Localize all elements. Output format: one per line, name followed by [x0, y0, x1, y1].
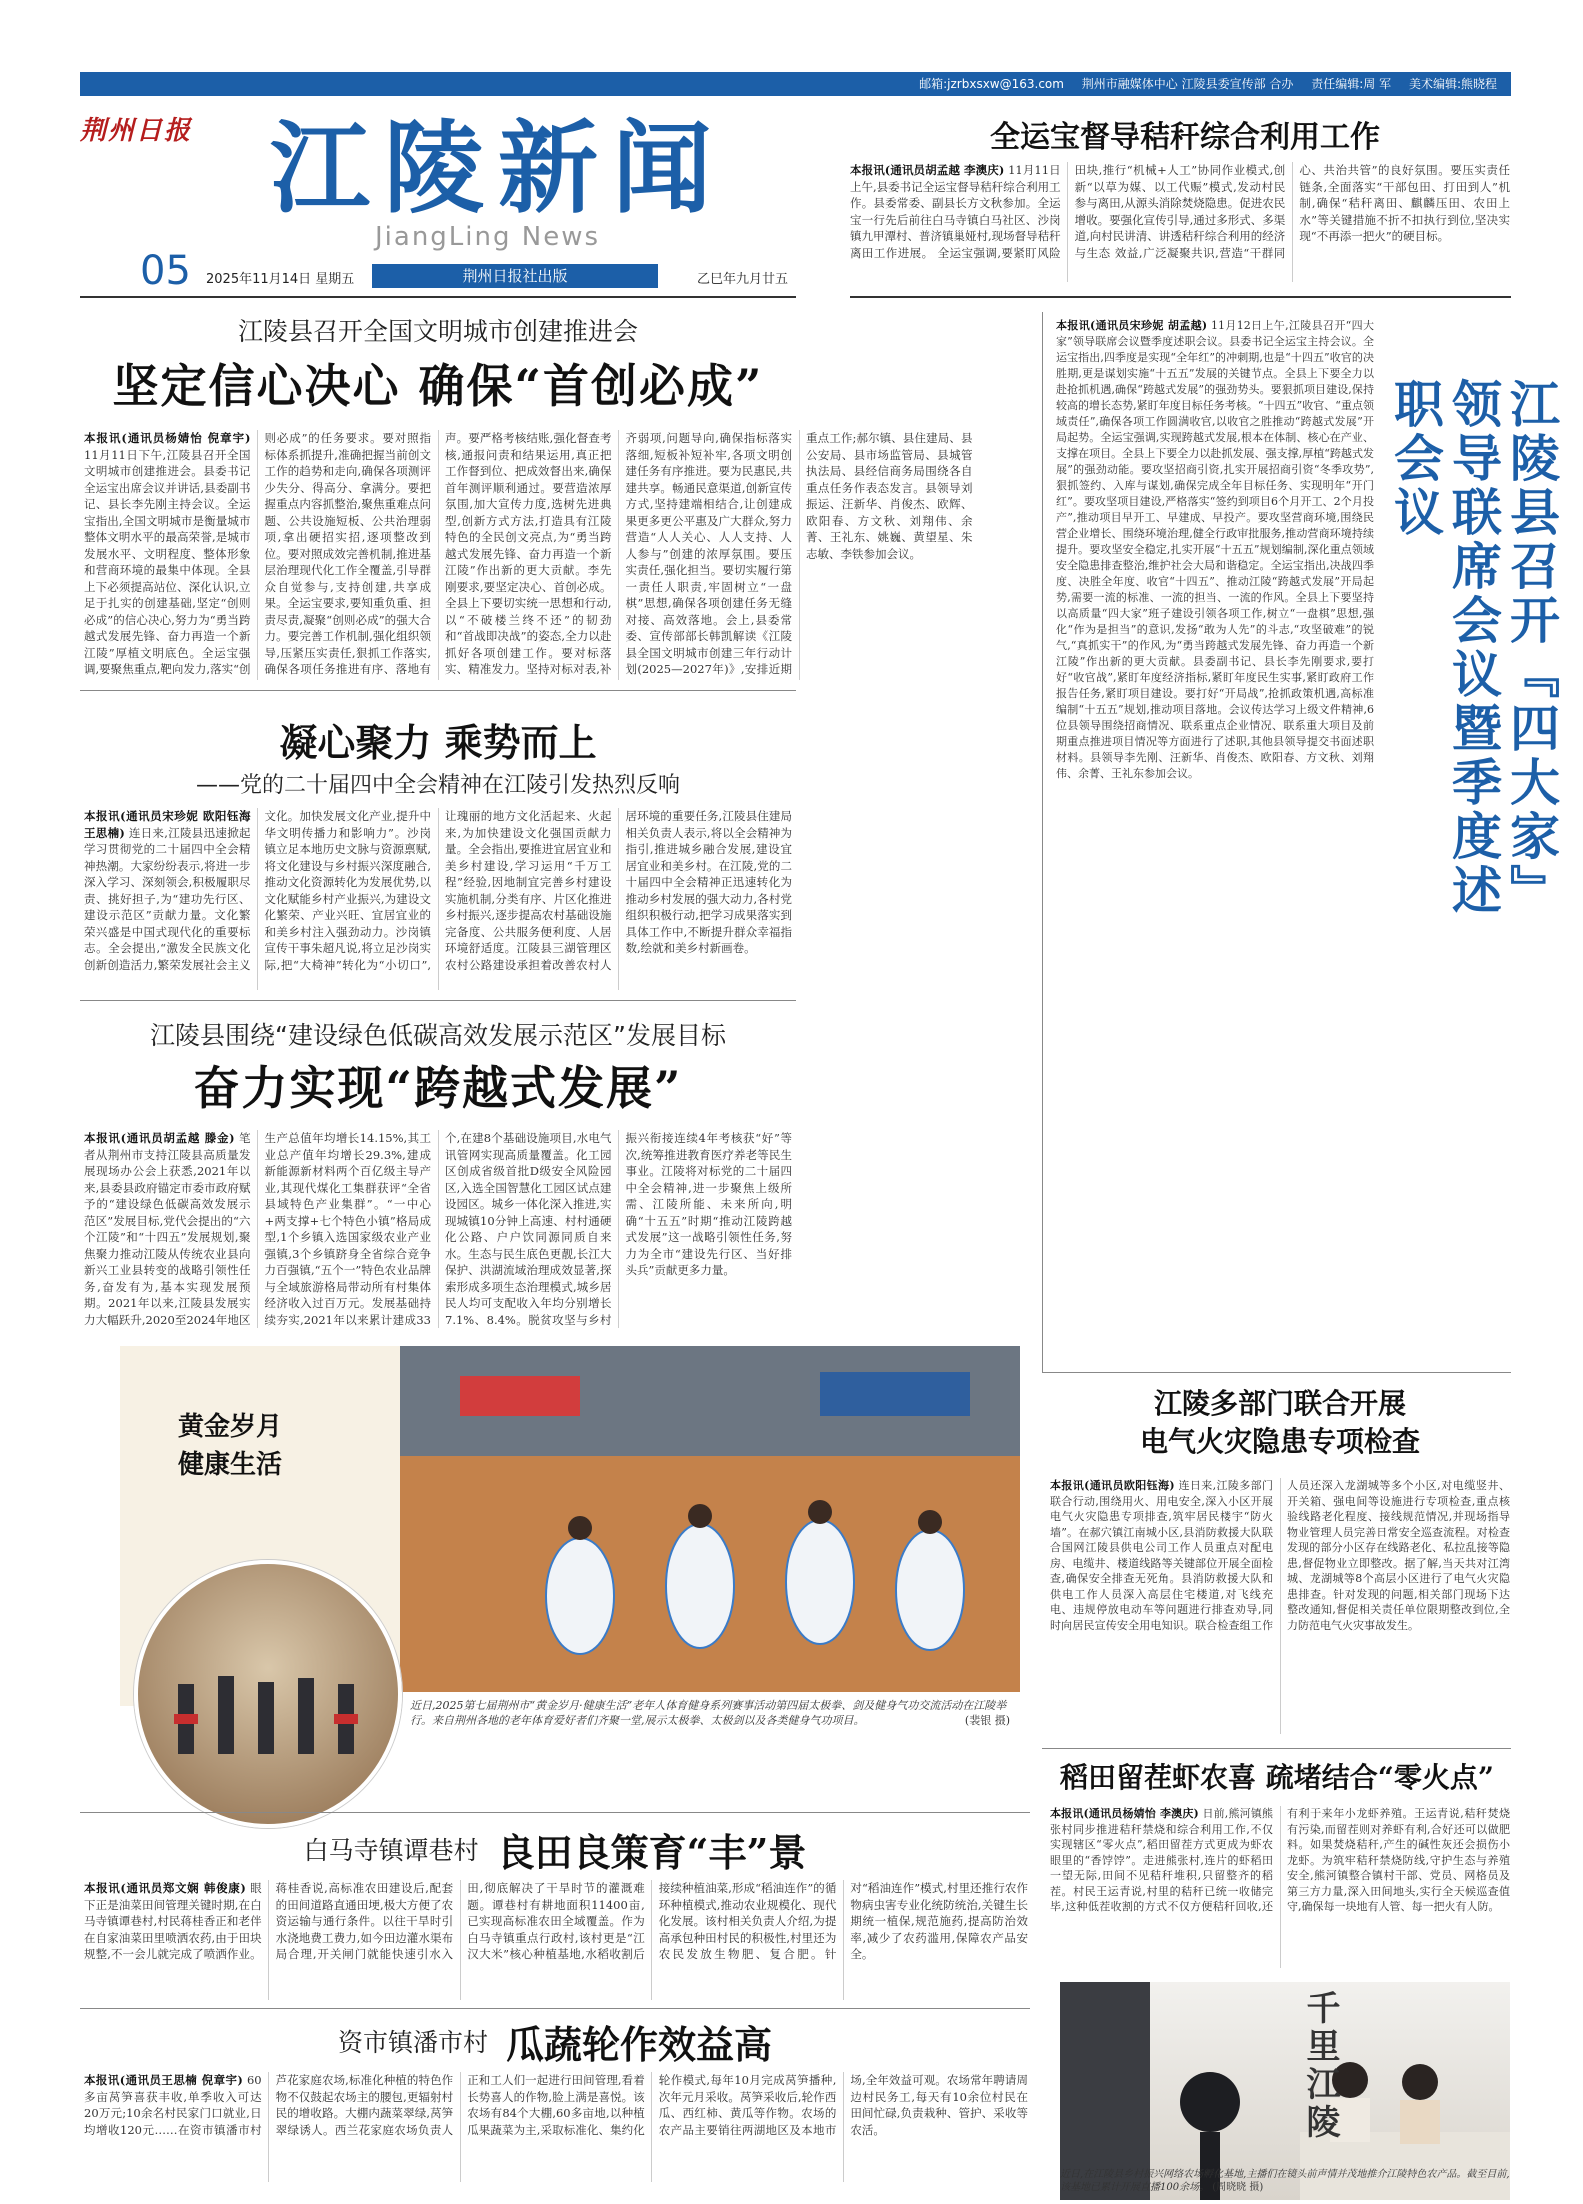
article-a-body: [850, 162, 1510, 282]
article-i-kicker: 资市镇潘市村: [337, 2028, 488, 2057]
article-e-body: [84, 1130, 792, 1328]
article-f-byline: 本报讯(通讯员欧阳钰海): [1050, 1479, 1175, 1492]
livestream-caption-text: 近日,在江陵县乡村振兴网络农场孵化基地,主播们在镜头前声情并茂地推介江陵特色农产品。截至目前,该基地已累计开展直播100余场。: [1060, 2169, 1510, 2193]
article-a-text-3: 效益,广泛凝聚共识,营造“干群同心、共治共管”的良好氛围。要压实责任链条,全面落实“干部包田、打田到人”机制,确保“秸秆离田、麒麟压田、农田上水”等关键措施不折不扣执行到位,坚决实现“不再添一把火”的硬目标。: [1114, 163, 1510, 260]
top-info-bar: [80, 72, 1511, 96]
article-d-text: 连日来,江陵县迅速掀起学习贯彻党的二十届四中全会精神热潮。大家纷纷表示,将进一步深入学习、深刻领会,积极履职尽责、挑好担子,为“建功先行区、建设示范区”贡献力量。文化繁荣兴盛是中国式现代化的重要标志。全会提出,“激发全民族文化创新创造活力,繁荣发展社会主义文化。加快发展文化产业,提升中华文明传播力和影响力”。沙岗镇立足本地历史文脉与资源禀赋,将文化建设与乡村振兴深度融合,推动文化资源转化为发展优势,以文化赋能乡村产业振兴,为建设文化繁荣、产业兴旺、宜居宜业的和美乡村注入强劲动力。沙岗镇宣传干事朱超凡说,将立足沙岗实际,把“大椅神”转化为“小切口”,让瑰丽的地方文化活起来、火起来,为加快建设文化强国贡献力量。全会指出,要推进宜居宜业和美乡村建设,学习运用“千万工程”经验,因地制宜完善乡村建设实施机制,分类有序、片区化推进乡村振兴,逐步提高农村基础设施完备度、公共服务便利度、人居环境舒适度。江陵县三湖管理区农村公路建设承担着改善农村人居环境的重要任务,江陵县住建局相关负责人表示,将以全会精神为指引,推进城乡融合发展,建设宜居宜业和美乡村。在江陵,党的二十届四中全会精神正迅速转化为推动乡村发展的强大动力,各村党组织积极行动,把学习成果落实到具体工作中,不断提升群众幸福指数,绘就和美乡村新画卷。: [84, 809, 792, 972]
livestream-caption: [1060, 2168, 1510, 2194]
article-i-title: 瓜蔬轮作效益高: [506, 2021, 773, 2067]
article-i-text: 60多亩莴笋喜获丰收,单季收入可达20万元;10余名村民家门口就业,日均增收120元……在资市镇潘市村芦花家庭农场,标准化种植的特色作物不仅鼓起农场主的腰包,更辐射村民的增收路。大棚内蔬菜翠绿,莴笋翠绿诱人。西兰花家庭农场负责人正和工人们一起进行田间管理,看着长势喜人的作物,脸上满是喜悦。该农场有84个大棚,60多亩地,以种植瓜果蔬菜为主,采取标准化、集约化轮作模式,每年10月完成莴笋播种,次年元月采收。莴笋采收后,轮作西瓜、西红柿、黄瓜等作物。农场的农产品主要销往两湖地区及本地市场,全年效益可观。农场常年聘请周边村民务工,每天有10余位村民在田间忙碌,负责栽种、管护、采收等农活。: [84, 2073, 1028, 2137]
article-d-title: 凝心聚力 乘势而上: [279, 720, 597, 765]
header-divider: [80, 296, 796, 298]
tai-chi-photo-art: [400, 1346, 1020, 1692]
lunar-date: 乙巳年九月廿五: [696, 272, 788, 287]
article-b-title: 坚定信心决心 确保“首创必成”: [112, 359, 764, 413]
article-a-title: 全运宝督导秸秆综合利用工作: [990, 120, 1380, 155]
divider: [1042, 1372, 1511, 1373]
paper-logo: 荆州日报: [80, 116, 193, 146]
article-b-kicker: 江陵县召开全国文明城市创建推进会: [237, 317, 638, 346]
article-e-byline: 本报讯(通讯员胡孟越 滕金): [84, 1131, 235, 1145]
article-c-text: 11月12日上午,江陵县召开“四大家”领导联席会议暨季度述职会议。县委书记全运宝主持会议。全运宝指出,四季度是实现“全年红”的冲刺期,也是“十四五”收官的决胜期,更是谋划实施“十五五”发展的关键节点。全县上下要全力以赴抢抓机遇,确保“跨越式发展”的强劲势头。要狠抓项目建设,保持较高的增长态势,紧盯年度目标任务考核。“十四五”收官、“重点领域责任”,确保各项工作圆满收官,以收官之胜推动“跨越式发展”开局起势。全运宝强调,实现跨越式发展,根本在体制、核心在产业、支撑在项目。全县上下要全力以赴抓发展、强支撑,厚植“跨越式发展”的强劲动能。要攻坚招商引资,扎实开展招商引资“冬季攻势”,狠抓签约、入库与谋划,确保完成全年目标任务、实现明年“开门红”。要攻坚项目建设,严格落实“签约到项目6个月开工、2个月投产”,推动项目早开工、早建成、早投产。要攻坚营商环境,围绕民营企业增长、围绕环境治理,健全行政审批服务,推动营商环境持续提升。要攻坚安全稳定,扎实开展“十五五”规划编制,深化重点领域安全隐患排查整治,维护社会大局和谐稳定。全运宝指出,决战四季度、决胜全年度、收官“十四五”、推动江陵“跨越式发展”开局起势,需要一流的标准、一流的担当、一流的作风。全县上下要坚持以高质量“四大家”班子建设引领各项工作,树立“一盘棋”思想,强化“作为是担当”的意识,发扬“敢为人先”的斗志,“攻坚破难”的锐气,“真抓实干”的作风,为“勇当跨越式发展先锋、奋力再造一个新江陵”作出新的更大贡献。县委副书记、县长李先刚要求,要打好“收官战”,紧盯年度经济指标,紧盯年度民生实事,紧盯政府工作报告任务,紧盯项目建设。要打好“开局战”,抢抓政策机遇,高标准编制“十五五”规划,推动项目落地。会议传达学习上级文件精神,6位县领导围绕招商情况、联系重点企业情况、联系重大项目及前期重点推进项目情况等方面进行了述职,其他县领导提交书面述职材料。县领导李先刚、汪新华、肖俊杰、欧阳春、方文秋、刘翔伟、余菁、王礼东参加会议。: [1056, 319, 1375, 780]
article-g-body: [1050, 1806, 1510, 1968]
tai-chi-caption: [410, 1698, 1010, 1728]
article-g-text: 日前,熊河镇熊张村同步推进秸秆禁烧和综合利用工作,不仅实现辖区“零火点”,稻田留茬方式更成为虾农眼里的“香饽饽”。走进熊张村,连片的虾稻田一望无际,田间不见秸秆堆积,只留整齐的稻茬。村民王运青说,村里的秸秆已统一收储完毕,这种低茬收割的方式不仅方便秸秆回收,还有利于来年小龙虾养殖。王运青说,秸秆焚烧有污染,而留茬则对养虾有利,合好还可以做肥料。如果焚烧秸秆,产生的碱性灰还会损伤小龙虾。为筑牢秸秆禁烧防线,守护生态与养殖安全,熊河镇整合镇村干部、党员、网格员及第三方力量,深入田间地头,实行全天候巡查值守,确保每一块地有人管、每一把火有人防。: [1050, 1807, 1510, 1913]
article-a-text-2: 全运宝强调,要紧盯风险田块,推行“机械+人工”协同作业模式,创新“以草为媒、以工代赈”模式,发动村民参与离田,从源头消除焚烧隐患。促进农民增收。要强化宣传引导,通过多形式、多渠道,向村民讲清、讲透秸秆综合利用的经济与生态: [937, 163, 1286, 260]
article-b-body: [84, 430, 973, 680]
article-c-byline: 本报讯(通讯员宋珍妮 胡孟越): [1056, 319, 1208, 332]
article-h-text: 眼下正是油菜田间管理关键时期,在白马寺镇谭巷村,村民蒋桂香正和老伴在自家油菜田里喷洒农药,由于田块规整,不一会儿就完成了喷洒作业。蒋桂香说,高标准农田建设后,配套的田间道路直通田埂,极大方便了农资运输与通行条件。以往干旱时引水浇地费工费力,如今田边灌水渠布局合理,开关闸门就能快速引水入田,彻底解决了干旱时节的灌溉难题。谭巷村有耕地面积11400亩,已实现高标准农田全域覆盖。作为白马寺镇重点行政村,该村更是“江汉大米”核心种植基地,水稻收割后接续种植油菜,形成“稻油连作”的循环种植模式,推动农业规模化、现代化发展。该村相关负责人介绍,为提高承包种田村民的积极性,村里还为农民发放生物肥、复合肥。针对“稻油连作”模式,村里还推行农作物病虫害专业化统防统治,关键生长期统一植保,规范施药,提高防治效率,减少了农药滥用,保障农产品安全。: [84, 1881, 1028, 1961]
publisher-bar: 荆州日报社出版: [372, 264, 658, 288]
email-text: 邮箱:jzrbxsxw@163.com: [919, 77, 1064, 91]
article-f-title-line1: 江陵多部门联合开展: [1153, 1387, 1406, 1420]
article-e-text: 笔者从荆州市支持江陵县高质量发展现场办公会上获悉,2021年以来,县委县政府锚定市委市政府赋予的“建设绿色低碳高效发展示范区”发展目标,党代会提出的“六个江陵”和“十四五”发展规划,聚焦聚力推动江陵从传统农业县向新兴工业县转变的战略引领性任务,奋发有为,基本实现发展预期。2021年以来,江陵县发展实力大幅跃升,2020至2024年地区生产总值年均增长14.15%,其工业总产值年均增长29.3%,建成新能源新材料两个百亿级主导产业,其现代煤化工集群获评“全省县域特色产业集群”。“一中心+两支撑+七个特色小镇”格局成型,1个乡镇入选国家级农业产业强镇,3个乡镇跻身全省综合竞争力百强镇,“五个一”特色农业品牌与全域旅游格局带动所有村集体经济收入过百万元。发展基础持续夯实,2021年以来累计建成33个,在建8个基础设施项目,水电气讯管网实现高质量覆盖。化工园区创成省级首批D级安全风险园区,入选全国智慧化工园区试点建设园区。城乡一体化深入推进,实现城镇10分钟上高速、村村通硬化公路、户户饮同源同质自来水。生态与民生底色更靓,长江大保护、洪湖流域治理成效显著,探索形成多项生态治理模式,城乡居民人均可支配收入年均分别增长7.1%、8.4%。脱贫攻坚与乡村振兴衔接连续4年考核获“好”等次,统筹推进教育医疗养老等民生事业。江陵将对标党的二十届四中全会精神,进一步聚焦上级所需、江陵所能、未来所向,明确“十五五”时期“推动江陵跨越式发展”这一战略引领性任务,努力为全市“建设先行区、当好排头兵”贡献更多力量。: [84, 1131, 792, 1327]
issue-date: 2025年11月14日 星期五: [206, 272, 355, 287]
divider: [80, 1000, 796, 1001]
page-number: 05: [140, 248, 191, 294]
divider: [80, 2008, 1030, 2009]
article-b-byline: 本报讯(通讯员杨婧怡 倪章宇): [84, 431, 251, 445]
article-g-title: 稻田留茬虾农喜 疏堵结合“零火点”: [1060, 1761, 1494, 1794]
article-f-body: [1050, 1478, 1510, 1734]
article-h-title: 良田良策育“丰”景: [496, 1829, 807, 1875]
divider: [1042, 1748, 1511, 1749]
art-editor-text: 美术编辑:熊晓程: [1408, 77, 1497, 91]
livestream-sign: 千里江陵: [1300, 1990, 1340, 2142]
article-b-text: 11月11日下午,江陵县召开全国文明城市创建推进会。县委书记全运宝出席会议并讲话,县委副书记、县长李先刚主持会议。全运宝指出,全国文明城市是衡量城市整体文明水平的最高荣誉,是城市发展水平、文明程度、整体形象和营商环境的最集中体现。全县上下必须提高站位、深化认识,立足于扎实的创建基础,坚定“创则必成”的信心决心,努力为“勇当跨越式发展先锋、奋力再造一个新江陵”厚植文明底色。全运宝强调,要聚焦重点,靶向发力,落实“创则必成”的任务要求。要对照指标体系抓提升,准确把握当前创文工作的趋势和走向,确保各项测评少失分、得高分、拿满分。要把握重点内容抓整治,聚焦重难点问题、公共设施短板、公共治理弱项,拿出硬招实招,逐项整改到位。要对照成效完善机制,推进基层治理现代化工作全覆盖,引导群众自觉参与,支持创建,共享成果。全运宝要求,要知重负重、担责尽责,凝聚“创则必成”的强大合力。要完善工作机制,强化组织领导,压紧压实责任,狠抓工作落实,确保各项任务推进有序、落地有声。要严格考核结账,强化督查考核,通报问责和结果运用,真正把工作督到位、把成效督出来,确保首年测评顺利通过。要营造浓厚氛围,加大宣传力度,选树先进典型,创新方式方法,打造具有江陵特色的全民创文亮点,为“勇当跨越式发展先锋、奋力再造一个新江陵”作出新的更大贡献。李先刚要求,要坚定决心、首创必成。全县上下要切实统一思想和行动,以“不破楼兰终不还”的韧劲和“首战即决战”的姿态,全力以赴抓好各项创建工作。要对标落实、精准发力。坚持对标对表,补齐弱项,问题导向,确保指标落实落细,短板补短补牢,各项文明创建任务有序推进。要为民惠民,共建共享。畅通民意渠道,创新宣传方式,坚持建端相结合,让创建成果更多更公平惠及广大群众,努力营造“人人关心、人人支持、人人参与”创建的浓厚氛围。要压实责任,强化担当。要切实履行第一责任人职责,牢固树立“一盘棋”思想,确保各项创建任务无缝对接、高效落地。会上,县委常委、宣传部部长韩凯解读《江陵县全国文明城市创建三年行动计划(2025—2027年)》,安排近期重点工作;郝尔镇、县住建局、县公安局、县市场监管局、县城管执法局、县经信商务局围绕各自重点任务作表态发言。县领导刘振运、汪新华、肖俊杰、欧辉、欧阳春、方文秋、刘翔伟、余菁、王礼东、姚巍、黄望星、朱志敏、李铁参加会议。: [84, 431, 973, 676]
article-h-body: [84, 1880, 1028, 2000]
article-e-title: 奋力实现“跨越式发展”: [193, 1061, 683, 1115]
article-i-byline: 本报讯(通讯员王思楠 倪章宇): [84, 2073, 243, 2087]
health-box-title-1: 黄金岁月: [177, 1412, 282, 1442]
tai-chi-photo: [400, 1346, 1020, 1692]
divider: [80, 690, 796, 691]
article-h-headline: [80, 1826, 1030, 1875]
article-g-byline: 本报讯(通讯员杨婧怡 李澳庆): [1050, 1807, 1199, 1820]
article-h-byline: 本报讯(通讯员郑文娴 韩俊康): [84, 1881, 246, 1895]
article-f-title-line2: 电气火灾隐患专项检查: [1139, 1425, 1420, 1458]
article-d-subtitle: ——党的二十届四中全会精神在江陵引发热烈反响: [195, 773, 680, 798]
article-a-byline: 本报讯(通讯员胡孟越 李澳庆): [850, 163, 1005, 177]
tai-chi-caption-text: 近日,2025第七届荆州市“黄金岁月·健康生活”老年人体育健身系列赛事活动第四届太极拳、剑及健身气功交流活动在江陵举行。来自荆州各地的老年体育爱好者们齐聚一堂,展示太极拳、太极剑以及各类健身气功项目。: [410, 1699, 1007, 1727]
column-divider: [1042, 312, 1043, 1372]
article-f-text: 连日来,江陵多部门联合行动,围绕用火、用电安全,深入小区开展电气火灾隐患专项排查,筑牢居民楼宇“防火墙”。在郝穴镇江南城小区,县消防救援大队联合国网江陵县供电公司工作人员重点对配电房、电缆井、楼道线路等关键部位开展全面检查,确保安全排查无死角。县消防救援大队和供电工作人员深入高层住宅楼道,对飞线充电、违规停放电动车等问题进行排查劝导,同时向居民宣传安全用电知识。联合检查组工作人员还深入龙湖城等多个小区,对电缆竖井、开关箱、强电间等设施进行专项检查,重点核验线路老化程度、接线规范情况,并现场指导物业管理人员完善日常安全巡查流程。对检查发现的部分小区存在线路老化、私拉乱接等隐患,督促物业立即整改。据了解,当天共对江湾城、龙湖城等8个高层小区进行了电气火灾隐患排查。针对发现的问题,相关部门现场下达整改通知,督促相关责任单位限期整改到位,全力防范电气火灾事故发生。: [1050, 1479, 1510, 1632]
article-h-kicker: 白马寺镇谭巷村: [303, 1836, 479, 1865]
health-box-title-2: 健康生活: [177, 1450, 282, 1480]
article-c-title: 江陵县召开『四大家』领导联席会议暨季度述职会议: [1386, 378, 1561, 918]
divider: [850, 296, 1511, 298]
article-d-body: [84, 808, 792, 990]
circle-photo: [134, 1560, 402, 1828]
editor-text: 责任编辑:周 军: [1311, 77, 1392, 91]
masthead-title: 江陵新闻: [270, 109, 726, 227]
article-c-body: [1056, 318, 1374, 1358]
tai-chi-photo-credit: (裴银 摄): [964, 1714, 1010, 1727]
divider: [80, 1812, 1030, 1813]
organizer-text: 荆州市融媒体中心 江陵县委宣传部 合办: [1081, 77, 1294, 91]
article-d-byline: 本报讯(通讯员宋珍妮 欧阳钰海 王思楠): [84, 809, 251, 840]
livestream-photo-credit: (周晓晓 摄): [1212, 2182, 1264, 2193]
circle-photo-art: [138, 1564, 398, 1824]
article-i-body: [84, 2072, 1028, 2182]
masthead-english: JiangLing News: [375, 222, 601, 252]
article-a-text-1: 11月11日上午,县委书记全运宝督导秸秆综合利用工作。县委常委、副县长方文秋参加。全运宝一行先后前往白马寺镇白马社区、沙岗镇九甲潭村、普济镇巢娅村,现场督导秸秆离田工作进展。: [850, 163, 1061, 260]
article-e-kicker: 江陵县围绕“建设绿色低碳高效发展示范区”发展目标: [150, 1021, 726, 1050]
article-i-headline: [80, 2018, 1030, 2067]
